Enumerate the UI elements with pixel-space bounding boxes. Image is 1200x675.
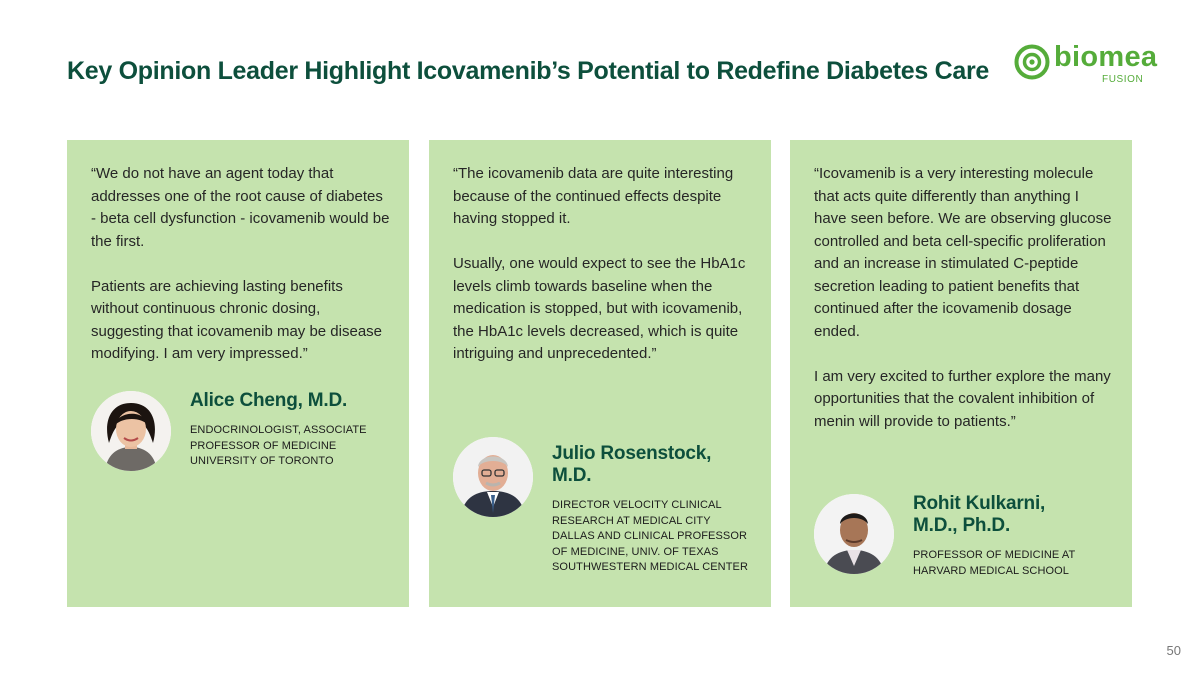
logo-subtitle: FUSION [1102,74,1144,85]
logo-wordmark: biomea [1054,41,1158,73]
portrait-icon [453,437,533,517]
page-number: 50 [1166,643,1181,658]
quote-card-alice-cheng [67,140,409,607]
quote-paragraph: Patients are achieving lasting benefits without continuous chronic dosing, suggesting that icovamenib may be disease modifying. I am very impressed.” [91,277,383,362]
quote-paragraph: Usually, one would expect to see the HbA1c levels climb towards baseline when the medication is stopped, but with icovamenib, the HbA1c levels decreased, which is quite intriguing and unprecedented.” [453,255,746,362]
biomea-logo-mark-icon [1014,44,1050,80]
quote-paragraph: “We do not have an agent today that addresses one of the root cause of diabetes - beta cell dysfunction - icovamenib would be the first. [91,165,390,250]
biomea-fusion-logo [1014,43,1174,91]
person-title-line: RESEARCH AT MEDICAL CITY [552,514,711,527]
person-name-line: Rohit Kulkarni, [913,493,1046,514]
person-title-line: ENDOCRINOLOGIST, ASSOCIATE [190,424,367,436]
person-name: Alice Cheng, M.D. [190,390,348,411]
person-title [552,498,752,576]
person-title-line: DALLAS AND CLINICAL PROFESSOR [552,530,748,542]
quote-text [91,163,391,366]
person-title-line: OF MEDICINE, UNIV. OF TEXAS [552,545,719,558]
quote-paragraph: I am very excited to further explore the many opportunities that the covalent inhibition of menin will provide to patients.” [814,367,1111,430]
person-info [190,390,390,470]
quote-paragraph: “The icovamenib data are quite interesting because of the continued effects despite having stopped it. [453,165,734,227]
person-title [190,423,390,470]
person-title [913,548,1113,579]
person-info [913,493,1113,579]
person-name: Julio Rosenstock, M.D. [552,443,712,486]
quote-card-julio-rosenstock [429,140,771,607]
quote-card-rohit-kulkarni [790,140,1132,607]
quote-paragraph: “Icovamenib is a very interesting molecule that acts quite differently than anything I have seen before. We are observing glucose controlled and beta cell-specific proliferation and an increase in stimulated C-peptide secretion leading to patient benefits that continued after the icovamenib dosage ended. [814,165,1112,340]
avatar-alice-cheng [91,391,171,471]
portrait-icon [814,494,894,574]
person-title-line: SOUTHWESTERN MEDICAL CENTER [552,561,749,573]
person-info [552,443,752,576]
person-title-line: PROFESSOR OF MEDICINE [190,439,337,452]
avatar-julio-rosenstock [453,437,533,517]
portrait-icon [91,391,171,471]
avatar-rohit-kulkarni [814,494,894,574]
person-title-line: PROFESSOR OF MEDICINE AT [913,549,1076,561]
quote-text [814,163,1114,433]
person-title-line: HARVARD MEDICAL SCHOOL [913,564,1070,577]
person-name-line: M.D., Ph.D. [913,515,1011,536]
person-title-line: DIRECTOR VELOCITY CLINICAL [552,499,722,511]
page-title: Key Opinion Leader Highlight Icovamenib’s Potential to Redefine Diabetes Care [67,57,989,85]
person-title-line: UNIVERSITY OF TORONTO [190,455,334,467]
person-name [913,493,1113,537]
quote-text [453,163,753,366]
